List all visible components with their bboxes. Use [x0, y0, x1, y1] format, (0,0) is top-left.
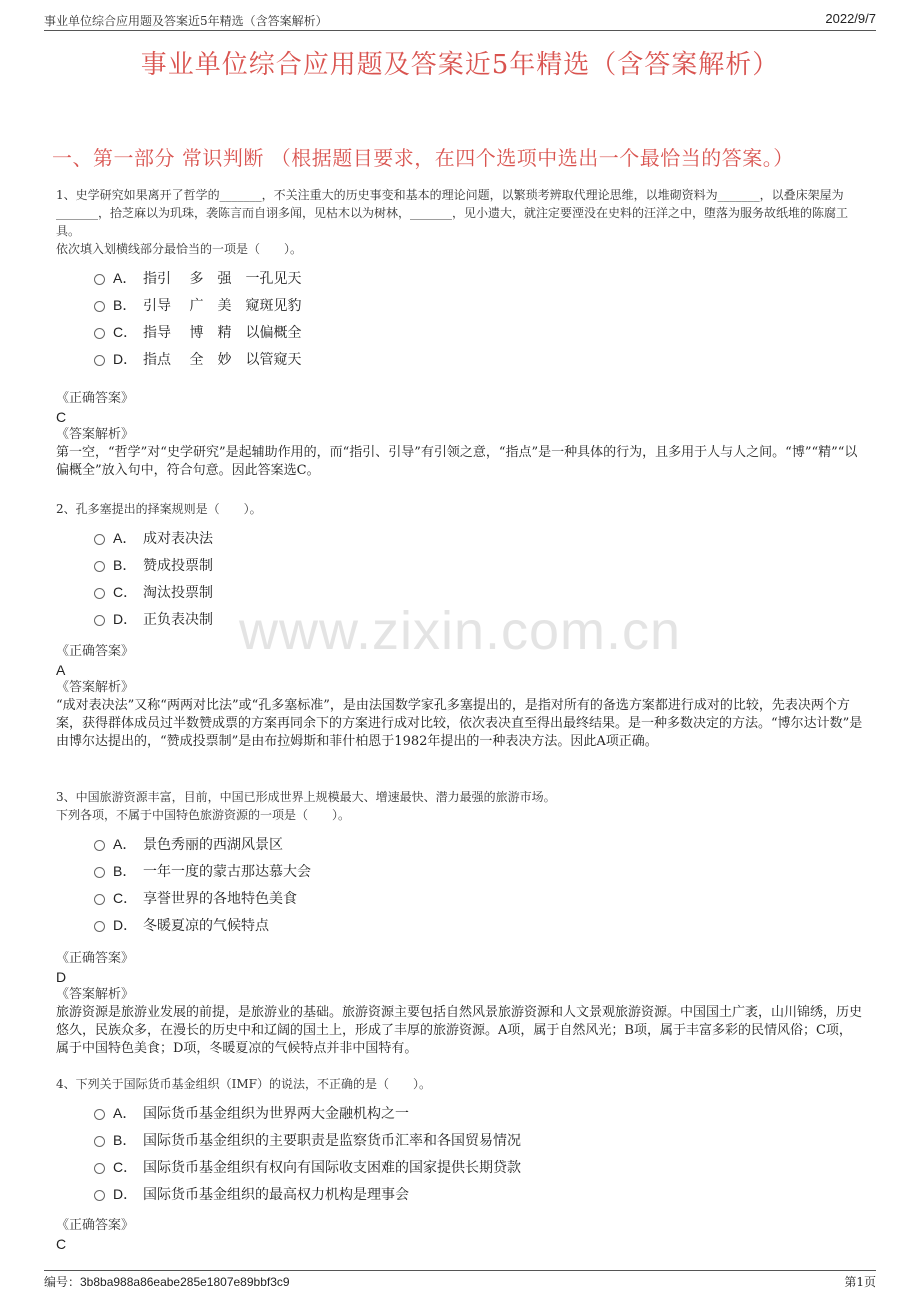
explanation-text: 第一空，“哲学”对“史学研究”是起辅助作用的，而“指引、引导”有引领之意，“指点”是一种具体的行为，且多用于人与人之间。“博”“精”“以偏概全”放入句中，符合句意。因此答案选C。	[56, 445, 858, 478]
option-text: 景色秀丽的西湖风景区	[143, 836, 283, 853]
option-c[interactable]	[56, 318, 864, 345]
option-d[interactable]	[56, 345, 864, 372]
option-letter: D．	[113, 916, 138, 933]
explain-label: 《答案解析》	[56, 680, 135, 695]
radio-icon[interactable]	[94, 1190, 105, 1201]
option-b[interactable]	[56, 291, 864, 318]
option-d[interactable]	[56, 1180, 864, 1207]
option-letter: A．	[113, 835, 137, 852]
option-letter: B．	[113, 862, 137, 879]
option-d[interactable]	[56, 911, 864, 938]
option-text: 正负表决制	[143, 611, 213, 628]
answer-block-3	[56, 950, 864, 1058]
header-doc-title: 事业单位综合应用题及答案近5年精选（含答案解析）	[44, 14, 328, 28]
option-list	[56, 1099, 864, 1207]
question-2	[56, 500, 864, 632]
question-prompt: 下列各项，不属于中国特色旅游资源的一项是（ ）。	[56, 808, 351, 822]
option-letter: C．	[113, 583, 138, 600]
option-text: 国际货币基金组织为世界两大金融机构之一	[143, 1105, 409, 1122]
footer-divider	[44, 1270, 876, 1271]
question-4	[56, 1075, 864, 1207]
radio-icon[interactable]	[94, 867, 105, 878]
question-3	[56, 788, 864, 938]
header-date: 2022/9/7	[825, 11, 876, 26]
question-text: 2、孔多塞提出的择案规则是（ ）。	[56, 502, 262, 516]
option-list	[56, 524, 864, 632]
option-c[interactable]	[56, 1153, 864, 1180]
option-letter: B．	[113, 1131, 137, 1148]
watermark: www.zixin.com.cn	[238, 601, 682, 661]
option-text: 冬暖夏凉的气候特点	[143, 917, 269, 934]
option-letter: B．	[113, 556, 137, 573]
radio-icon[interactable]	[94, 615, 105, 626]
answer-label: 《正确答案》	[56, 644, 135, 659]
answer-value: D	[56, 969, 67, 985]
radio-icon[interactable]	[94, 534, 105, 545]
option-text: 淘汰投票制	[143, 584, 213, 601]
answer-block-4	[56, 1217, 864, 1253]
answer-label: 《正确答案》	[56, 951, 135, 966]
answer-label: 《正确答案》	[56, 391, 135, 406]
option-list	[56, 264, 864, 372]
option-letter: C．	[113, 889, 138, 906]
header-divider	[44, 30, 876, 31]
option-text: 指导 博 精 以偏概全	[143, 324, 302, 341]
answer-value: A	[56, 662, 66, 678]
radio-icon[interactable]	[94, 274, 105, 285]
radio-icon[interactable]	[94, 840, 105, 851]
option-text: 指点 全 妙 以管窥天	[143, 351, 302, 368]
question-prompt: 依次填入划横线部分最恰当的一项是（ ）。	[56, 242, 303, 256]
option-c[interactable]	[56, 884, 864, 911]
footer-doc-id: 编号：3b8ba988a86eabe285e1807e89bbf3c9	[44, 1275, 290, 1289]
explanation-text: 旅游资源是旅游业发展的前提，是旅游业的基础。旅游资源主要包括自然风景旅游资源和人文景观旅游资源。中国国土广袤，山川锦绣，历史悠久，民族众多，在漫长的历史中和辽阔的国土上，形成了丰厚的旅游资源。A项，属于自然风光；B项，属于丰富多彩的民情风俗；C项，属于中国特色美食；D项，冬暖夏凉的气候特点并非中国特有。	[56, 1005, 863, 1056]
page-header	[0, 0, 920, 34]
radio-icon[interactable]	[94, 561, 105, 572]
question-text: 1、史学研究如果离开了哲学的_______，不关注重大的历史事变和基本的理论问题，以繁琐考辨取代理论思维，以堆砌资料为_______，以叠床架屋为_______，拾芝麻以为玑珠，袭陈言而自诩多闻，见枯木以为树林，_______，见小遗大，就注定要湮没在史料的汪洋之中，堕落为服务故纸堆的陈腐工具。	[56, 188, 849, 238]
section-title: 一、第一部分 常识判断 （根据题目要求，在四个选项中选出一个最恰当的答案。）	[52, 146, 794, 170]
radio-icon[interactable]	[94, 921, 105, 932]
option-letter: A．	[113, 269, 137, 286]
explain-label: 《答案解析》	[56, 987, 135, 1002]
option-text: 引导 广 美 窥斑见豹	[143, 297, 302, 314]
option-text: 国际货币基金组织的主要职责是监察货币汇率和各国贸易情况	[143, 1132, 521, 1149]
explanation-text: “成对表决法”又称“两两对比法”或“孔多塞标准”，是由法国数学家孔多塞提出的，是指对所有的备选方案都进行成对的比较，先表决两个方案，获得群体成员过半数赞成票的方案再同余下的方案进行成对比较，依次表决直至得出最终结果。是一种多数决定的方法。“博尔达计数”是由博尔达提出的，“赞成投票制”是由布拉姆斯和菲什柏恩于1982年提出的一种表决方法。因此A项正确。	[56, 698, 863, 749]
option-a[interactable]	[56, 1099, 864, 1126]
footer-page-number: 第1页	[844, 1275, 876, 1289]
option-c[interactable]	[56, 578, 864, 605]
option-letter: D．	[113, 350, 138, 367]
question-1	[56, 186, 864, 372]
option-d[interactable]	[56, 605, 864, 632]
option-letter: D．	[113, 610, 138, 627]
question-text: 3、中国旅游资源丰富，目前，中国已形成世界上规模最大、增速最快、潜力最强的旅游市场。	[56, 790, 556, 804]
option-b[interactable]	[56, 857, 864, 884]
radio-icon[interactable]	[94, 301, 105, 312]
option-a[interactable]	[56, 264, 864, 291]
page-title: 事业单位综合应用题及答案近5年精选（含答案解析）	[140, 50, 780, 80]
option-list	[56, 830, 864, 938]
option-letter: A．	[113, 1104, 137, 1121]
option-a[interactable]	[56, 524, 864, 551]
question-text: 4、下列关于国际货币基金组织（IMF）的说法，不正确的是（ ）。	[56, 1077, 431, 1091]
option-text: 成对表决法	[143, 530, 213, 547]
option-letter: C．	[113, 1158, 138, 1175]
option-b[interactable]	[56, 551, 864, 578]
option-text: 国际货币基金组织的最高权力机构是理事会	[143, 1186, 409, 1203]
option-text: 国际货币基金组织有权向有国际收支困难的国家提供长期贷款	[143, 1159, 521, 1176]
radio-icon[interactable]	[94, 1109, 105, 1120]
radio-icon[interactable]	[94, 355, 105, 366]
radio-icon[interactable]	[94, 1163, 105, 1174]
option-letter: D．	[113, 1185, 138, 1202]
option-letter: A．	[113, 529, 137, 546]
option-a[interactable]	[56, 830, 864, 857]
option-b[interactable]	[56, 1126, 864, 1153]
option-text: 享誉世界的各地特色美食	[143, 890, 297, 907]
radio-icon[interactable]	[94, 588, 105, 599]
radio-icon[interactable]	[94, 894, 105, 905]
explain-label: 《答案解析》	[56, 427, 135, 442]
answer-block-2	[56, 643, 864, 751]
answer-value: C	[56, 409, 67, 425]
radio-icon[interactable]	[94, 328, 105, 339]
answer-label: 《正确答案》	[56, 1218, 135, 1233]
radio-icon[interactable]	[94, 1136, 105, 1147]
option-letter: B．	[113, 296, 137, 313]
option-text: 指引 多 强 一孔见天	[143, 270, 302, 287]
option-text: 赞成投票制	[143, 557, 213, 574]
answer-block-1	[56, 390, 864, 480]
answer-value: C	[56, 1236, 67, 1252]
option-text: 一年一度的蒙古那达慕大会	[143, 863, 311, 880]
option-letter: C．	[113, 323, 138, 340]
